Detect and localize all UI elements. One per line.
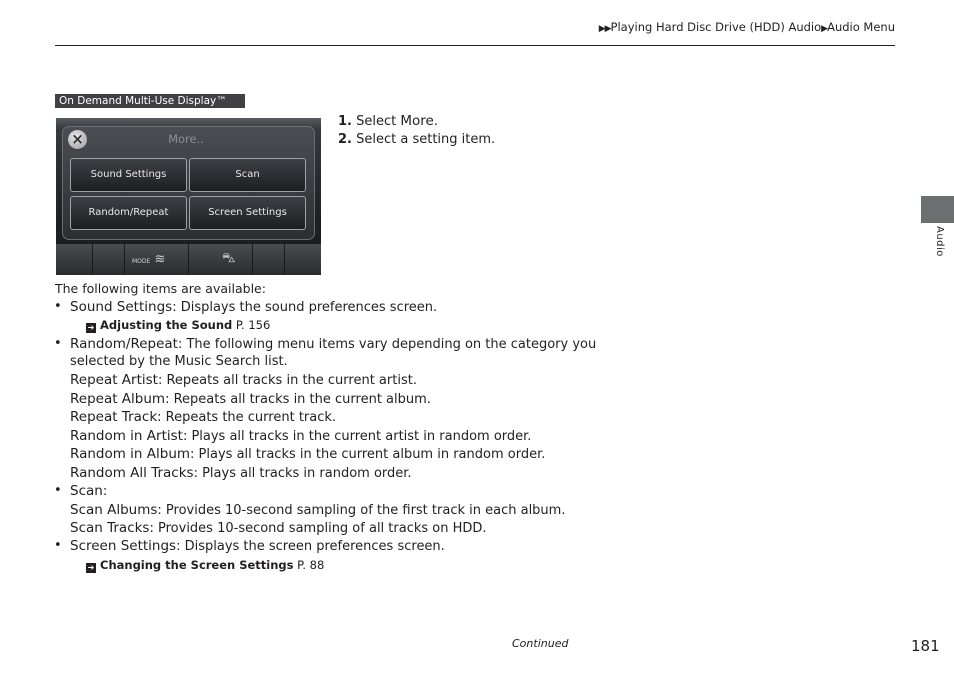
screen-title: More.. <box>168 132 204 146</box>
display-screenshot <box>56 118 321 275</box>
bullet-icon: • <box>54 483 62 498</box>
chapter-tab-label: Audio <box>934 226 945 257</box>
list-item: Random/Repeat: The following menu items vary depending on the category you <box>70 336 597 352</box>
sub-item: Repeat Artist: Repeats all tracks in the current artist. <box>70 372 417 388</box>
breadcrumb <box>599 20 895 34</box>
bottom-divider <box>284 244 285 275</box>
sub-item: Repeat Track: Repeats the current track. <box>70 409 337 425</box>
chapter-tab <box>921 196 954 223</box>
scan-button: Scan <box>189 158 306 192</box>
sub-item: Random in Artist: Plays all tracks in the current artist in random order. <box>70 428 532 444</box>
list-item: Sound Settings: Displays the sound preferences screen. <box>70 299 438 315</box>
header-rule <box>55 45 895 46</box>
screen-settings-button: Screen Settings <box>189 196 306 230</box>
reference-arrow-icon: ➔ <box>87 323 95 332</box>
fan-mode-icon: MODE ≋ <box>132 252 166 267</box>
step-2: 2. Select a setting item. <box>338 132 496 147</box>
breadcrumb-section: Playing Hard Disc Drive (HDD) Audio <box>610 20 822 34</box>
bottom-divider <box>252 244 253 275</box>
sub-item: Scan Albums: Provides 10-second sampling of the first track in each album. <box>70 502 566 518</box>
random-repeat-button: Random/Repeat <box>70 196 187 230</box>
list-item: Scan: <box>70 483 108 499</box>
sub-item: Random All Tracks: Plays all tracks in random order. <box>70 465 412 481</box>
intro-text: The following items are available: <box>55 281 266 296</box>
cross-reference-link[interactable]: ➔ Adjusting the Sound P. 156 <box>87 318 271 332</box>
close-icon: × <box>68 130 87 149</box>
step-1: 1. Select More. <box>338 113 438 129</box>
bottom-divider <box>188 244 189 275</box>
bullet-icon: • <box>54 299 62 314</box>
breadcrumb-page: Audio Menu <box>827 20 895 34</box>
display-label: On Demand Multi-Use Display™ <box>55 94 245 108</box>
car-icon: ⛍ <box>222 251 236 266</box>
list-item-continuation: selected by the Music Search list. <box>70 354 288 369</box>
sub-item: Scan Tracks: Provides 10-second sampling of all tracks on HDD. <box>70 520 487 536</box>
reference-arrow-icon: ➔ <box>87 563 95 572</box>
sub-item: Random in Album: Plays all tracks in the current album in random order. <box>70 446 546 462</box>
bullet-icon: • <box>54 538 62 553</box>
list-item: Screen Settings: Displays the screen preferences screen. <box>70 538 445 554</box>
arrow-icon: ▶ <box>821 24 828 34</box>
sound-settings-button: Sound Settings <box>70 158 187 192</box>
double-arrow-icon: ▶▶ <box>598 24 611 34</box>
sub-item: Repeat Album: Repeats all tracks in the current album. <box>70 391 431 407</box>
bottom-divider <box>92 244 93 275</box>
continued-note: Continued <box>512 637 569 650</box>
page-number: 181 <box>911 637 940 655</box>
bullet-icon: • <box>54 336 62 351</box>
cross-reference-link[interactable]: ➔ Changing the Screen Settings P. 88 <box>87 558 325 572</box>
bottom-divider <box>124 244 125 275</box>
